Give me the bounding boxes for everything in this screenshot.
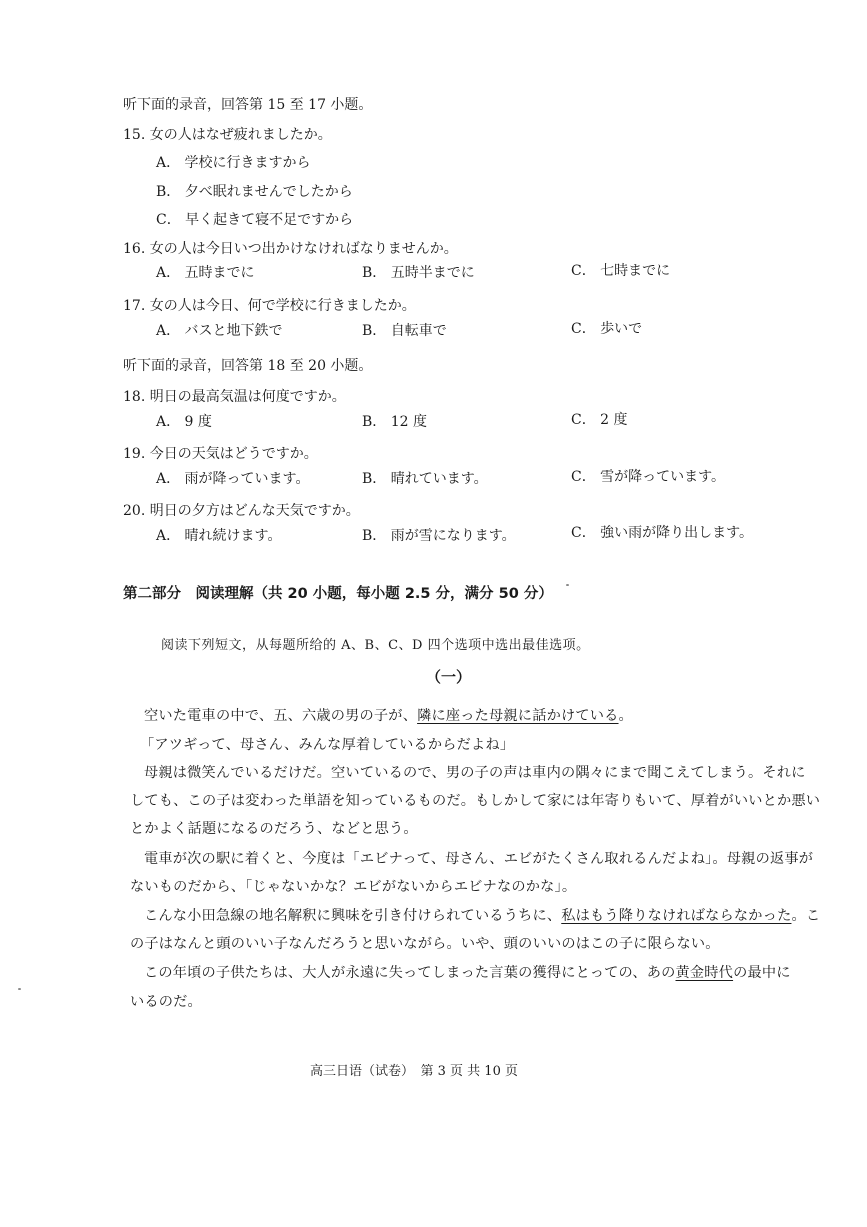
page-footer: 高三日语（试卷） 第 3 页 共 10 页 — [310, 1064, 518, 1079]
passage-line-1 — [144, 705, 633, 725]
passage-line-1-end: 。 — [618, 708, 633, 724]
passage-line-10-text: この年頃の子供たちは、大人が永遠に失ってしまった言葉の獲得にとっての、あの — [144, 965, 676, 981]
passage-line-10 — [144, 962, 791, 982]
passage-line-10-end: の最中に — [733, 965, 791, 981]
reading-instruction: 阅读下列短文，从每题所给的 A、B、C、D 四个选项中选出最佳选项。 — [161, 638, 590, 653]
passage-line-8 — [144, 905, 820, 925]
question-19-option-b: B． 晴れています。 — [362, 471, 488, 487]
passage-line-11: いるのだ。 — [130, 994, 202, 1010]
passage-title: （一） — [426, 668, 472, 686]
question-20-option-b: B． 雨が雪になります。 — [362, 528, 516, 544]
scan-speck — [566, 584, 569, 586]
passage-line-8-text: こんな小田急線の地名解釈に興味を引き付けられているうちに、 — [144, 908, 562, 924]
passage-line-9: の子はなんと頭のいい子なんだろうと思いながら。いや、頭のいいのはこの子に限らない。 — [130, 936, 720, 952]
question-19-option-c: C． 雪が降っています。 — [571, 469, 726, 485]
listening-intro-15-17: 听下面的录音，回答第 15 至 17 小题。 — [123, 97, 373, 113]
question-17-stem: 17. 女の人は今日、何で学校に行きましたか。 — [123, 298, 416, 314]
question-20-stem: 20. 明日の夕方はどんな天気ですか。 — [123, 503, 360, 519]
question-15-option-c: C． 早く起きて寝不足ですから — [156, 212, 354, 228]
passage-line-2: 「アツギって、母さん、みんな厚着しているからだよね」 — [140, 737, 515, 753]
question-16-option-b: B． 五時半までに — [362, 265, 475, 281]
passage-line-5: とかよく話題になるのだろう、などと思う。 — [130, 821, 418, 837]
passage-line-7: ないものだから、「じゃないかな？エビがないからエビナなのかな」。 — [130, 879, 577, 895]
question-20-option-a: A． 晴れ続けます。 — [156, 528, 282, 544]
passage-line-1-text: 空いた電車の中で、五、六歳の男の子が、 — [144, 708, 418, 724]
question-19-option-a: A． 雨が降っています。 — [156, 471, 310, 487]
underlined-phrase-3: 黄金時代 — [675, 965, 734, 981]
passage-line-6: 電車が次の駅に着くと、今度は「エビナって、母さん、エビがたくさん取れるんだよね」。母親の返事が — [144, 851, 814, 867]
question-17-option-a: A． バスと地下鉄で — [156, 323, 283, 339]
passage-line-8-end: 。こ — [791, 908, 821, 924]
question-16-option-c: C． 七時までに — [571, 263, 671, 279]
underlined-phrase-1: 隣に座った母親に話かけている — [417, 708, 619, 724]
passage-line-4: しても、この子は変わった単語を知っているものだ。もしかして家には年寄りもいて、厚着がいいとか悪い — [130, 793, 821, 809]
question-18-stem: 18. 明日の最高気温は何度ですか。 — [123, 389, 346, 405]
question-17-option-b: B． 自転車で — [362, 323, 447, 339]
question-15-option-a: A． 学校に行きますから — [156, 155, 311, 171]
question-16-stem: 16. 女の人は今日いつ出かけなければなりませんか。 — [123, 241, 458, 257]
question-18-option-a: A． 9 度 — [156, 414, 212, 430]
question-18-option-c: C． 2 度 — [571, 412, 628, 428]
question-19-stem: 19. 今日の天気はどうですか。 — [123, 446, 318, 462]
question-16-option-a: A． 五時までに — [156, 265, 255, 281]
underlined-phrase-2: 私はもう降りなければならなかった — [561, 908, 792, 924]
question-20-option-c: C． 強い雨が降り出します。 — [571, 525, 754, 541]
question-18-option-b: B． 12 度 — [362, 414, 428, 430]
listening-intro-18-20: 听下面的录音，回答第 18 至 20 小题。 — [123, 358, 373, 374]
question-15-stem: 15. 女の人はなぜ疲れましたか。 — [123, 127, 332, 143]
question-15-option-b: B． 夕べ眠れませんでしたから — [156, 184, 353, 200]
part-two-heading: 第二部分 阅读理解（共 20 小题，每小题 2.5 分，满分 50 分） — [123, 586, 553, 602]
passage-line-3: 母親は微笑んでいるだけだ。空いているので、男の子の声は車内の隅々にまで聞こえてしまう。それに — [144, 765, 806, 781]
question-17-option-c: C． 歩いで — [571, 321, 643, 337]
scan-speck — [18, 988, 21, 990]
